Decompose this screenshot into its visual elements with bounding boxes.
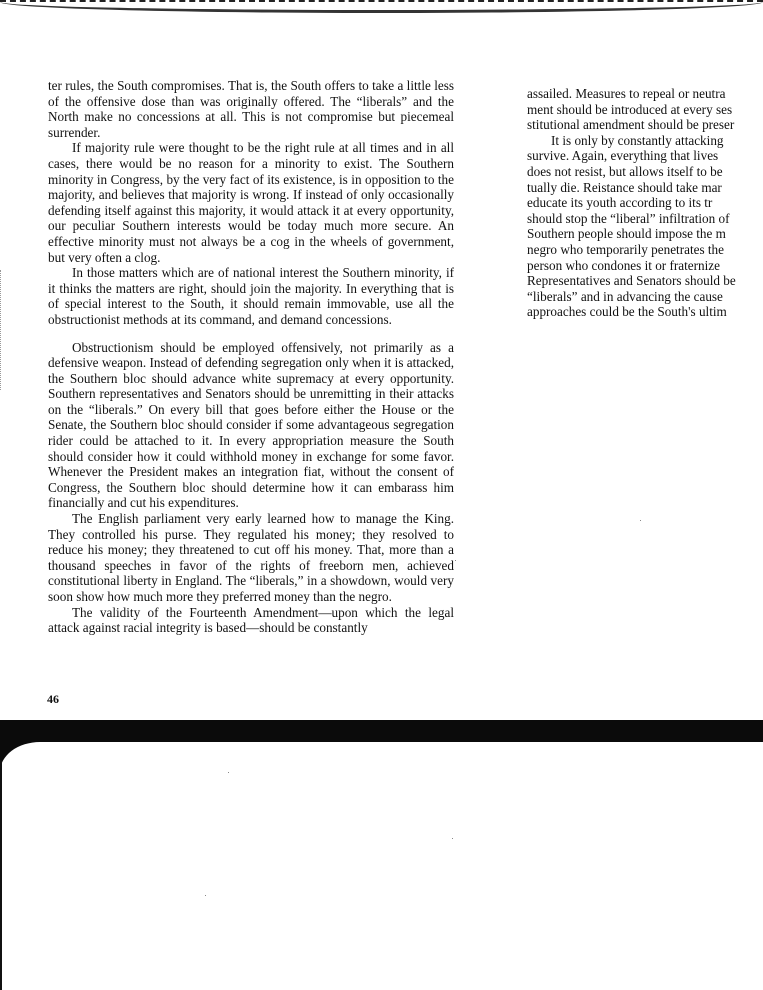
right-line: negro who temporarily penetrates the xyxy=(527,241,725,257)
right-line: person who condones it or fraternize xyxy=(527,257,720,273)
paragraph-4: Obstructionism should be employed offensively, not primarily as a defensive weapon. Instead of defending segregation only when it is attacked, the Southern bloc should advance white supremacy at every opportunity. Southern representatives and Senators should be unremitting in their attacks on the “liberals.” On every bill that goes before either the House or the Senate, the Southern bloc should consider if some advantageous segregation rider could be attached to it. In every appropriation measure the South should consider how it could withhold money in exchange for some favor. Whenever the President makes an integration fiat, without the consent of Congress, the Southern bloc should determine how it can embarass him financially and cut his expenditures. xyxy=(48,339,454,511)
binding-marks xyxy=(0,270,5,390)
right-line: tually die. Reistance should take mar xyxy=(527,179,722,195)
right-line: educate its youth according to its tr xyxy=(527,195,713,211)
scan-speck xyxy=(452,838,453,839)
right-line: Representatives and Senators should be xyxy=(527,273,736,289)
next-page-left-edge xyxy=(0,760,22,990)
page-number: 46 xyxy=(47,692,59,706)
scan-speck xyxy=(205,895,206,896)
right-line: It is only by constantly attacking xyxy=(551,132,724,148)
right-line: survive. Again, everything that lives xyxy=(527,148,719,164)
paragraph-6: The validity of the Fourteenth Amendment—upon which the legal attack against racial integrity is based—should be constantly xyxy=(48,604,454,636)
right-line: should stop the “liberal” infiltration of xyxy=(527,210,730,226)
right-line: does not resist, but allows itself to be xyxy=(527,163,723,179)
scan-speck xyxy=(228,772,229,773)
paragraph-5: The English parliament very early learned how to manage the King. They controlled his purse. They regulated his money; they resolved to reduce his money; they threatened to cut off his money. That, more than a thousand speeches in favor of the rights of freeborn men, achieved constitutional liberty in England. The “liberals,” in a showdown, would very soon show how much more they preferred money than the negro. xyxy=(48,511,454,604)
scan-next-page-edge xyxy=(0,742,763,802)
right-line: “liberals” and in advancing the cause xyxy=(527,288,723,304)
scan-speck xyxy=(455,560,456,561)
right-line: ment should be introduced at every ses xyxy=(527,101,733,117)
left-page-text xyxy=(48,78,454,636)
paragraph-3: In those matters which are of national interest the Southern minority, if it thinks the matters are right, should join the majority. In everything that is of special interest to the South, it should remain immovable, use all the obstructionist methods at its command, and demand concessions. xyxy=(48,265,454,327)
right-line: Southern people should impose the m xyxy=(527,226,726,242)
right-line: stitutional amendment should be preser xyxy=(527,117,735,133)
right-line: assailed. Measures to repeal or neutra xyxy=(527,86,726,101)
right-line: approaches could be the South's ultim xyxy=(527,304,727,320)
paragraph-1: ter rules, the South compromises. That is, the South offers to take a little less of the offensive dose than was originally offered. The “liberals” and the North make no concessions at all. This is not compromise but piecemeal surrender. xyxy=(48,78,454,140)
scan-speck xyxy=(640,520,641,521)
paragraph-2: If majority rule were thought to be the right rule at all times and in all cases, there would be no reason for a minority to exist. The Southern minority in Congress, by the very fact of its existence, is in opposition to the majority, and believes that majority is wrong. If instead of only occasionally defending itself against this majority, it would attack it at every opportunity, our peculiar Southern interests would be today much more secure. An effective minority must not always be a cog in the wheels of government, but very often a clog. xyxy=(48,140,454,265)
right-page-text xyxy=(527,86,763,320)
